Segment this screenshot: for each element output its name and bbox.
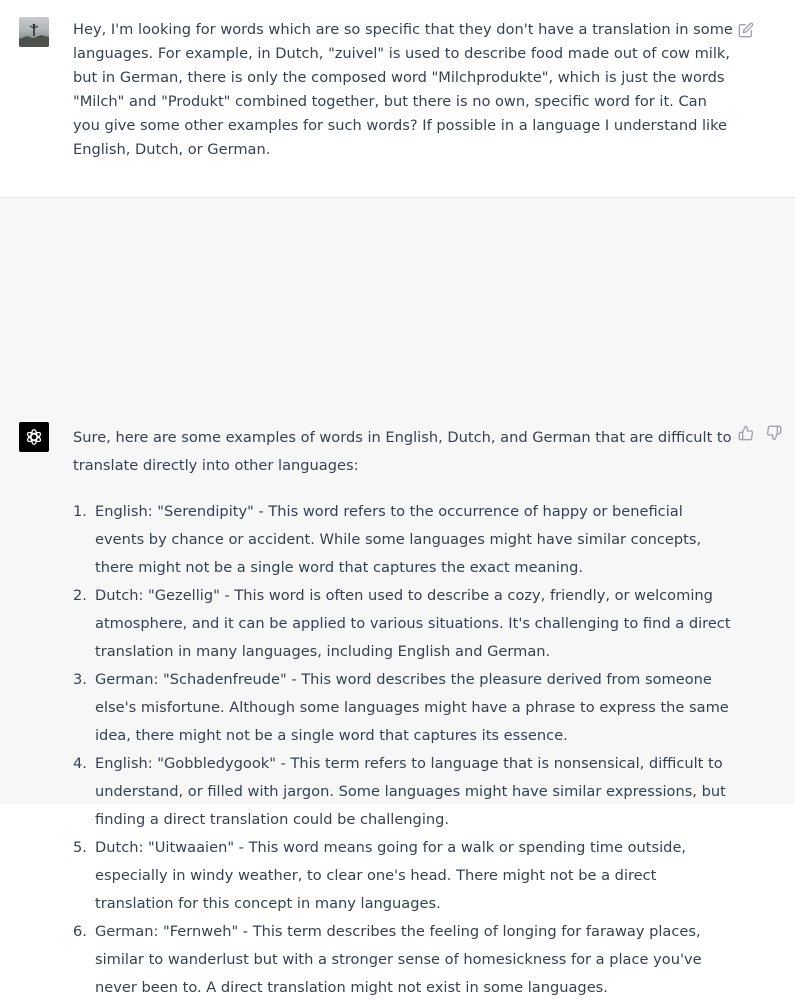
user-photo-icon: [19, 17, 49, 47]
assistant-intro-text: Sure, here are some examples of words in English, Dutch, and German that are difficult to translate directly into other languages:: [73, 429, 732, 474]
user-message: [0, 0, 795, 198]
list-item-number: 1.: [73, 503, 87, 520]
edit-icon: [738, 22, 754, 38]
list-item: [73, 498, 733, 582]
edit-button[interactable]: [737, 21, 755, 39]
list-item-number: 5.: [73, 839, 87, 856]
openai-logo-icon: [23, 426, 45, 448]
assistant-message: [0, 198, 795, 996]
user-message-text: Hey, I'm looking for words which are so specific that they don't have a translation in some languages. For example, in Dutch, "zuivel" is used to describe food made out of cow milk, but in German, there is only the composed word "Milchprodukte", which is just the words "Milch" and "Produkt" combined together, but there is no own, specific word for it. Can you give some other examples for such words? If possible in a language I understand like English, Dutch, or German.: [73, 21, 733, 158]
list-item: [73, 666, 733, 750]
user-avatar: [19, 17, 49, 47]
thumbs-up-icon: [738, 425, 754, 441]
thumbs-down-icon: [766, 425, 782, 441]
list-item: [73, 750, 733, 834]
list-item-number: 4.: [73, 755, 87, 772]
thumbs-up-button[interactable]: [737, 424, 755, 442]
assistant-avatar: [19, 422, 49, 452]
list-item-text: English: "Gobbledygook" - This term refers to language that is nonsensical, difficult to understand, or filled with jargon. Some languages might have similar expressions, but finding a direct translation could be challenging.: [95, 755, 726, 828]
list-item-number: 2.: [73, 587, 87, 604]
list-item: [73, 918, 733, 1002]
list-item-text: Dutch: "Gezellig" - This word is often used to describe a cozy, friendly, or welcoming atmosphere, and it can be applied to various situations. It's challenging to find a direct translation in many languages, including English and German.: [95, 587, 731, 660]
list-item: [73, 582, 733, 666]
list-item-text: German: "Schadenfreude" - This word describes the pleasure derived from someone else's misfortune. Although some languages might have a phrase to express the same idea, there might not be a single word that captures its essence.: [95, 671, 729, 744]
examples-list: [73, 498, 733, 1002]
list-item: [73, 834, 733, 918]
list-item-number: 3.: [73, 671, 87, 688]
list-item-text: English: "Serendipity" - This word refers to the occurrence of happy or beneficial events by chance or accident. While some languages might have similar concepts, there might not be a single word that captures the exact meaning.: [95, 503, 702, 576]
list-item-text: Dutch: "Uitwaaien" - This word means going for a walk or spending time outside, especially in windy weather, to clear one's head. There might not be a direct translation for this concept in many languages.: [95, 839, 687, 912]
thumbs-down-button[interactable]: [765, 424, 783, 442]
list-item-text: German: "Fernweh" - This term describes the feeling of longing for faraway places, similar to wanderlust but with a stronger sense of homesickness for a place you've never been to. A direct translation might not exist in some languages.: [95, 923, 702, 996]
list-item-number: 6.: [73, 923, 87, 940]
